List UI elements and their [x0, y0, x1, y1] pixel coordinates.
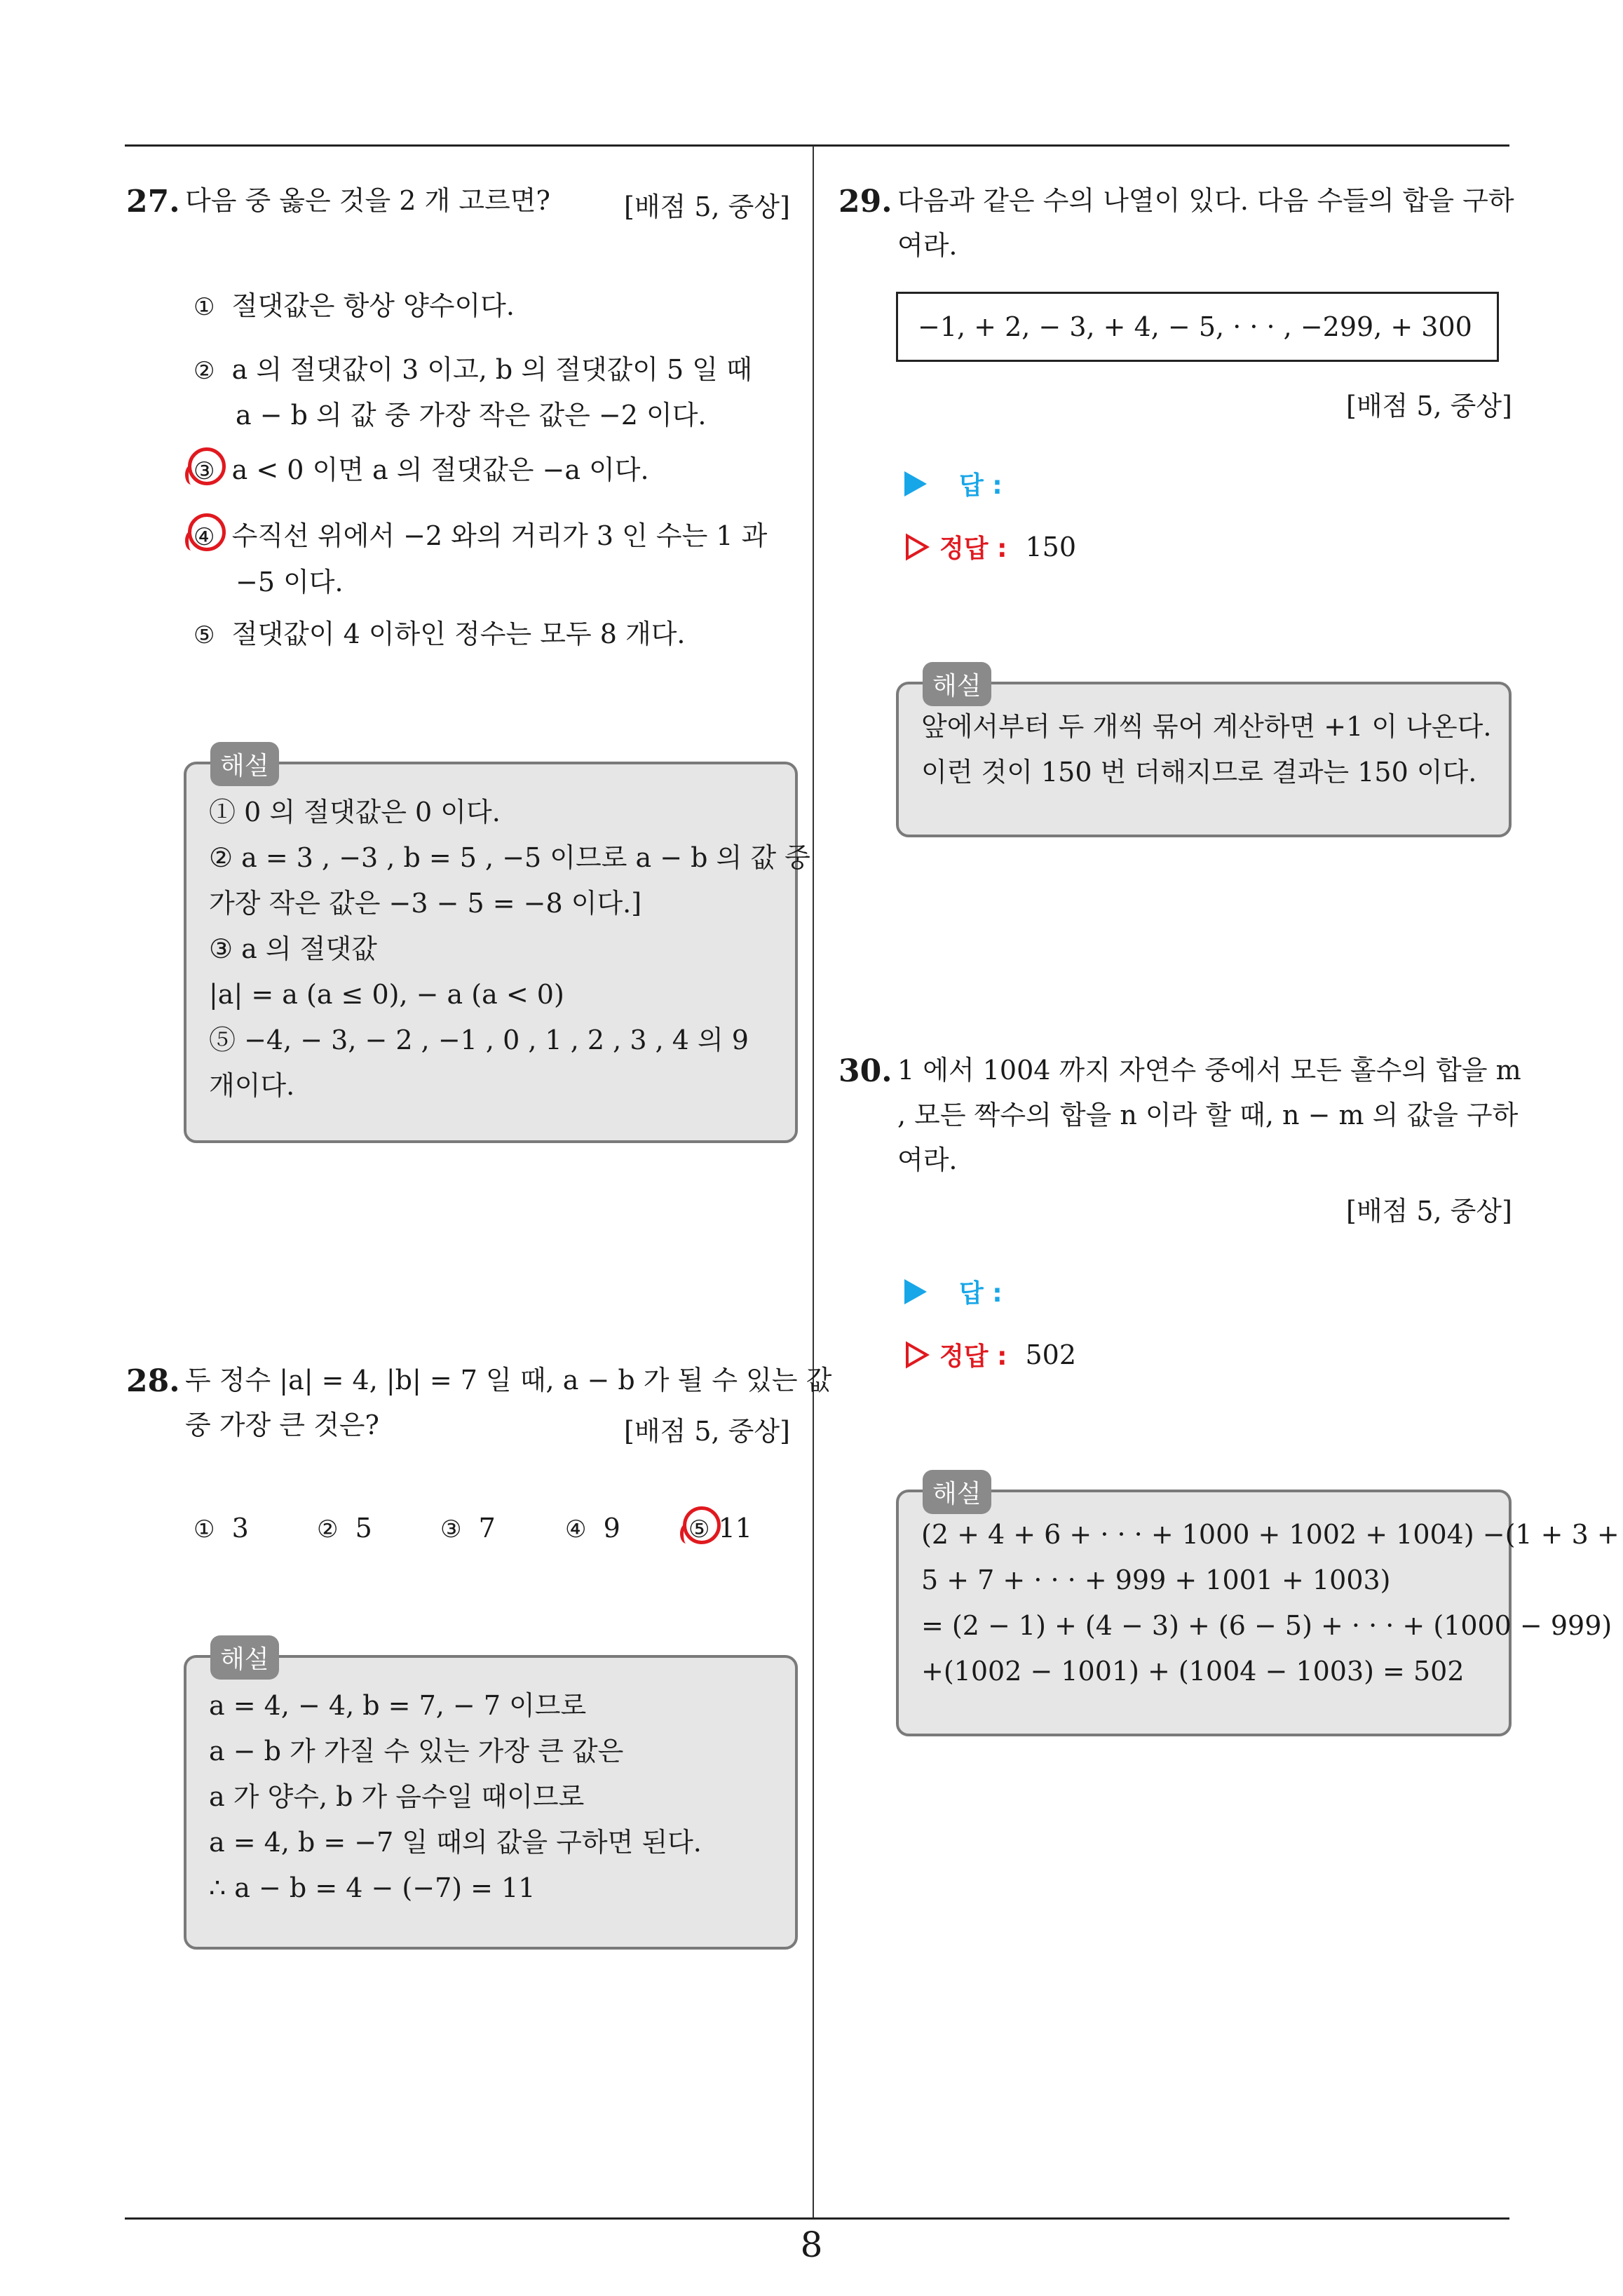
option-1 [193, 290, 515, 323]
option-text: 절댓값은 항상 양수이다. [231, 290, 515, 321]
option-2-cont: a − b 의 값 중 가장 작은 값은 −2 이다. [236, 400, 707, 431]
option-4 [193, 520, 767, 553]
play-icon [904, 471, 927, 497]
option-mark: ⑤ [193, 621, 215, 649]
question-text: 다음과 같은 수의 나열이 있다. 다음 수들의 합을 구하 [897, 185, 1514, 216]
score-meta: [배점 5, 중상] [624, 191, 790, 222]
outline-play-icon [904, 533, 930, 561]
solution-label: 해설 [210, 742, 279, 786]
red-answer-circle [683, 1506, 721, 1544]
question-text: 두 정수 |a| = 4, |b| = 7 일 때, a − b 가 될 수 있는 값 [185, 1365, 832, 1396]
option-text: 수직선 위에서 −2 와의 거리가 3 인 수는 1 과 [231, 520, 768, 551]
question-text-cont: , 모든 짝수의 합을 n 이라 할 때, n − m 의 값을 구하 [897, 1100, 1519, 1130]
question-text-cont: 중 가장 큰 것은? [185, 1410, 379, 1440]
correct-answer-row [904, 529, 1076, 565]
option-2: ② 5 [317, 1513, 372, 1544]
answer-row [904, 466, 1003, 501]
bottom-rule [125, 2217, 1509, 2220]
question-number: 28. [126, 1363, 180, 1399]
answer-label: 답 : [959, 1279, 1003, 1308]
question-text-cont: 여라. [897, 1144, 958, 1175]
sequence-box: −1, + 2, − 3, + 4, − 5, · · · , −299, + 300 [896, 292, 1499, 362]
red-answer-circle [188, 447, 226, 485]
option-4-cont: −5 이다. [236, 567, 344, 597]
option-2 [193, 354, 752, 386]
solution-label: 해설 [923, 1470, 991, 1514]
correct-answer-label: 정답 : [939, 534, 1007, 563]
red-answer-circle [188, 513, 226, 551]
question-number: 29. [838, 184, 892, 220]
solution-text: (2 + 4 + 6 + · · · + 1000 + 1002 + 1004) −(1 + 3 + 5 + 7 + · · · + 999 + 1001 + 1003) = (2 − 1) + (4 − 3) + (6 − 5) + · · · + (1000 − 999) +(1002 − 1001) + (1004 − 1003) = 502 [921, 1519, 1619, 1687]
option-3: ③ 7 [440, 1513, 496, 1544]
question-text: 1 에서 1004 까지 자연수 중에서 모든 홀수의 합을 m [897, 1055, 1521, 1086]
solution-text: ① 0 의 절댓값은 0 이다. ② a = 3 , −3 , b = 5 , −5 이므로 a − b 의 값 중 가장 작은 값은 −3 − 5 = −8 이다.] ③ a 의 절댓값 |a| = a (a ≤ 0), − a (a < 0) ⑤ −4, − 3, − 2 , −1 , 0 , 1 , 2 , 3 , 4 의 9 개이다. [209, 797, 810, 1101]
solution-box [184, 762, 810, 1143]
option-5 [193, 619, 685, 651]
option-mark: ② [193, 357, 215, 385]
question-text: 다음 중 옳은 것을 2 개 고르면? [185, 185, 550, 216]
solution-box [184, 1655, 798, 1950]
option-3 [193, 454, 649, 487]
question-text-cont: 여라. [897, 230, 958, 261]
play-icon [904, 1279, 927, 1304]
option-mark: ① [193, 293, 215, 321]
correct-answer-row [904, 1337, 1076, 1372]
solution-box [896, 1490, 1619, 1736]
option-4: ④ 9 [565, 1513, 620, 1544]
solution-label: 해설 [923, 662, 991, 706]
option-text: a 의 절댓값이 3 이고, b 의 절댓값이 5 일 때 [231, 354, 752, 385]
solution-box [896, 682, 1512, 837]
option-1: ① 3 [193, 1513, 249, 1544]
option-text: a < 0 이면 a 의 절댓값은 −a 이다. [231, 454, 649, 485]
top-rule [125, 144, 1509, 147]
solution-label: 해설 [210, 1635, 279, 1680]
answer-label: 답 : [959, 471, 1003, 500]
answer-row [904, 1274, 1003, 1309]
question-number: 27. [126, 184, 180, 220]
page-number: 8 [800, 2224, 823, 2265]
solution-text: a = 4, − 4, b = 7, − 7 이므로 a − b 가 가질 수 있는 가장 큰 값은 a 가 양수, b 가 음수일 때이므로 a = 4, b = −7 일 때의 값을 구하면 된다. ∴ a − b = 4 − (−7) = 11 [209, 1690, 702, 1903]
option-mark: ④ [193, 523, 215, 551]
score-meta: [배점 5, 중상] [1346, 391, 1512, 421]
column-divider [813, 146, 814, 2218]
score-meta: [배점 5, 중상] [624, 1416, 790, 1447]
solution-text: 앞에서부터 두 개씩 묶어 계산하면 +1 이 나온다. 이런 것이 150 번 더해지므로 결과는 150 이다. [921, 711, 1492, 788]
correct-answer-label: 정답 : [939, 1342, 1007, 1371]
outline-play-icon [904, 1341, 930, 1369]
option-text: 절댓값이 4 이하인 정수는 모두 8 개다. [231, 619, 686, 649]
option-mark: ③ [193, 457, 215, 485]
option-5: ⑤ 11 [688, 1513, 752, 1544]
question-number: 30. [838, 1053, 892, 1089]
correct-answer-value: 502 [1025, 1339, 1077, 1370]
correct-answer-value: 150 [1025, 531, 1077, 562]
score-meta: [배점 5, 중상] [1346, 1196, 1512, 1227]
